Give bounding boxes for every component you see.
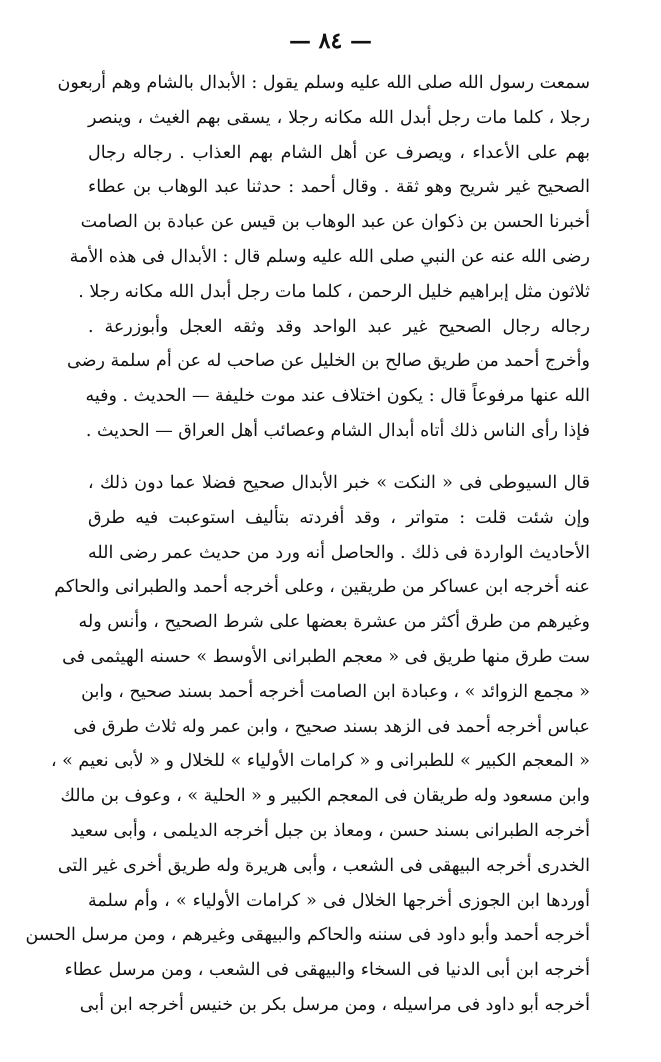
text-line: « مجمع الزوائد » ، وعبادة ابن الصامت أخرجه أحمد بسند صحيح ، وابن <box>81 681 590 702</box>
text-line: ثلاثون مثل إبراهيم خليل الرحمن ، كلما مات رجل أبدل الله مكانه رجلا . <box>78 281 590 302</box>
text-line: أخرجه أحمد وأبو داود فى سننه والحاكم والبيهقى وغيرهم ، ومن مرسل الحسن <box>25 925 590 946</box>
text-line: وابن مسعود وله طريقان فى المعجم الكبير و « الحلية » ، وعوف بن مالك <box>60 786 590 807</box>
text-line: ست طرق منها طريق فى « معجم الطبرانى الأوسط » حسنه الهيثمى فى <box>62 646 590 667</box>
text-line: أخرجه ابن أبى الدنيا فى السخاء والبيهقى فى الشعب ، ومن مرسل عطاء <box>64 960 590 981</box>
text-line: وإن شئت قلت : متواتر ، وقد أفردته بتأليف استوعبت فيه طرق <box>88 507 590 528</box>
text-line: بهم على الأعداء ، ويصرف عن أهل الشام بهم العذاب . رجاله رجال <box>88 142 590 163</box>
text-line: عنه أخرجه ابن عساكر من طريقين ، وعلى أخرجه أحمد والطبرانى والحاكم <box>54 577 590 598</box>
text-line: سمعت رسول الله صلى الله عليه وسلم يقول : الأبدال بالشام وهم أربعون <box>57 73 590 93</box>
text-line: وغيرهم من طرق أكثر من عشرة بعضها على شرط الصحيح ، وأنس وله <box>78 612 590 633</box>
text-line: الخدرى أخرجه البيهقى فى الشعب ، وأبى هريرة وله طريق أخرى غير التى <box>57 855 590 876</box>
text-line: رجاله رجال الصحيح غير عبد الواحد وقد وثقه العجل وأبوزرعة . <box>88 316 590 337</box>
text-line: « المعجم الكبير » للطبرانى و « كرامات الأولياء » للخلال و « لأبى نعيم » ، <box>50 751 590 772</box>
text-line: أخبرنا الحسن بن ذكوان عن عبد الوهاب بن قيس عن عبادة بن الصامت <box>80 212 590 233</box>
text-line: الله عنها مرفوعاً قال : يكون اختلاف عند موت خليفة — الحديث . وفيه <box>85 386 590 407</box>
text-line: أخرجه أبو داود فى مراسيله ، ومن مرسل بكر بن خنيس أخرجه ابن أبى <box>79 994 590 1015</box>
text-line: فإذا رأى الناس ذلك أتاه أبدال الشام وعصائب أهل العراق — الحديث . <box>85 420 590 441</box>
text-line: وأخرج أحمد من طريق صالح بن الخليل عن صاحب له عن أم سلمة رضى <box>67 351 590 372</box>
text-line: أوردها ابن الجوزى أخرجها الخلال فى « كرامات الأولياء » ، وأم سلمة <box>88 890 590 911</box>
text-line: رجلا ، كلما مات رجل أبدل الله مكانه رجلا ، يسقى بهم الغيث ، وينصر <box>88 107 590 128</box>
paragraph-hadith-abdal <box>57 66 590 449</box>
text-line: قال السيوطى فى « النكت » خبر الأبدال صحيح فضلا عما دون ذلك ، <box>88 473 590 493</box>
text-line: الأحاديث الواردة فى ذلك . والحاصل أنه ورد من حديث عمر رضى الله <box>88 542 590 563</box>
page-number: — ٨٤ — <box>289 28 372 54</box>
text-line: الصحيح غير شريح وهو ثقة . وقال أحمد : حدثنا عبد الوهاب بن عطاء <box>88 177 590 198</box>
paragraph-suyuti <box>25 466 590 1023</box>
text-line: أخرجه الطبرانى بسند حسن ، ومعاذ بن جبل أخرجه الديلمى ، وأبى سعيد <box>70 820 590 841</box>
text-line: رضى الله عنه عن النبي صلى الله عليه وسلم قال : الأبدال فى هذه الأمة <box>69 246 590 267</box>
text-line: عباس أخرجه أحمد فى الزهد بسند صحيح ، وابن عمر وله ثلاث طرق فى <box>73 716 590 737</box>
